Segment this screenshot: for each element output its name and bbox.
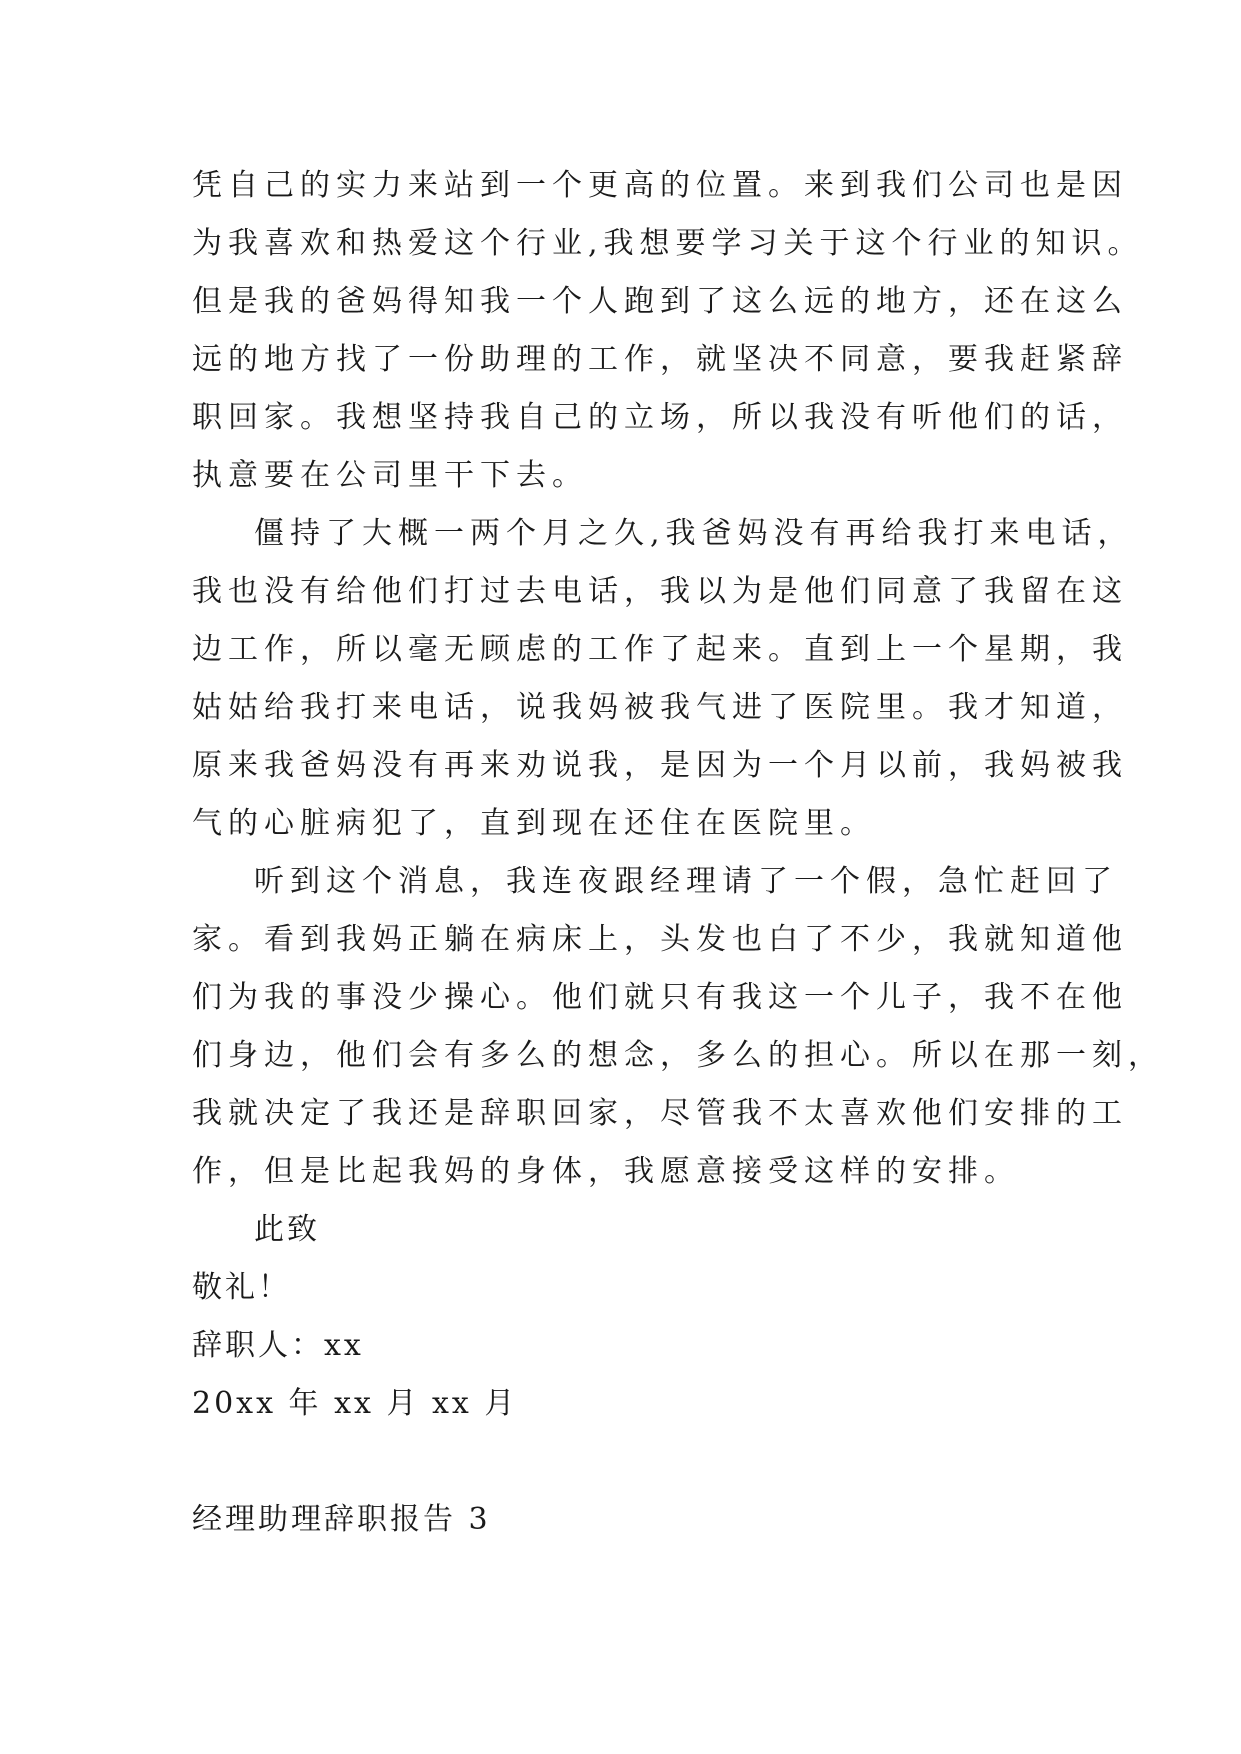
closing-salutation: 此致 (254, 1212, 320, 1247)
text-line: 边工作，所以毫无顾虑的工作了起来。直到上一个星期，我 (192, 632, 1128, 667)
text-line: 我也没有给他们打过去电话，我以为是他们同意了我留在这 (192, 574, 1128, 609)
closing-regards: 敬礼！ (192, 1270, 291, 1305)
text-line: 远的地方找了一份助理的工作，就坚决不同意，要我赶紧辞 (192, 342, 1128, 377)
text-line: 家。看到我妈正躺在病床上，头发也白了不少，我就知道他 (192, 922, 1128, 957)
date-line: 20xx 年 xx 月 xx 月 (192, 1386, 518, 1421)
section-title: 经理助理辞职报告 3 (192, 1502, 491, 1537)
text-line: 听到这个消息，我连夜跟经理请了一个假，急忙赶回了 (254, 864, 1118, 899)
text-line: 僵持了大概一两个月之久,我爸妈没有再给我打来电话， (254, 516, 1134, 551)
text-line: 们身边，他们会有多么的想念，多么的担心。所以在那一刻， (192, 1038, 1164, 1073)
text-line: 执意要在公司里干下去。 (192, 458, 588, 493)
text-line: 们为我的事没少操心。他们就只有我这一个儿子，我不在他 (192, 980, 1128, 1015)
text-line: 气的心脏病犯了，直到现在还住在医院里。 (192, 806, 876, 841)
text-line: 为我喜欢和热爱这个行业,我想要学习关于这个行业的知识。 (192, 226, 1144, 261)
text-line: 姑姑给我打来电话，说我妈被我气进了医院里。我才知道， (192, 690, 1128, 725)
text-line: 原来我爸妈没有再来劝说我，是因为一个月以前，我妈被我 (192, 748, 1128, 783)
signer-line: 辞职人：xx (192, 1328, 364, 1363)
text-line: 我就决定了我还是辞职回家，尽管我不太喜欢他们安排的工 (192, 1096, 1128, 1131)
text-line: 凭自己的实力来站到一个更高的位置。来到我们公司也是因 (192, 168, 1128, 203)
text-line: 职回家。我想坚持我自己的立场，所以我没有听他们的话， (192, 400, 1128, 435)
text-line: 但是我的爸妈得知我一个人跑到了这么远的地方，还在这么 (192, 284, 1128, 319)
text-line: 作，但是比起我妈的身体，我愿意接受这样的安排。 (192, 1154, 1020, 1189)
